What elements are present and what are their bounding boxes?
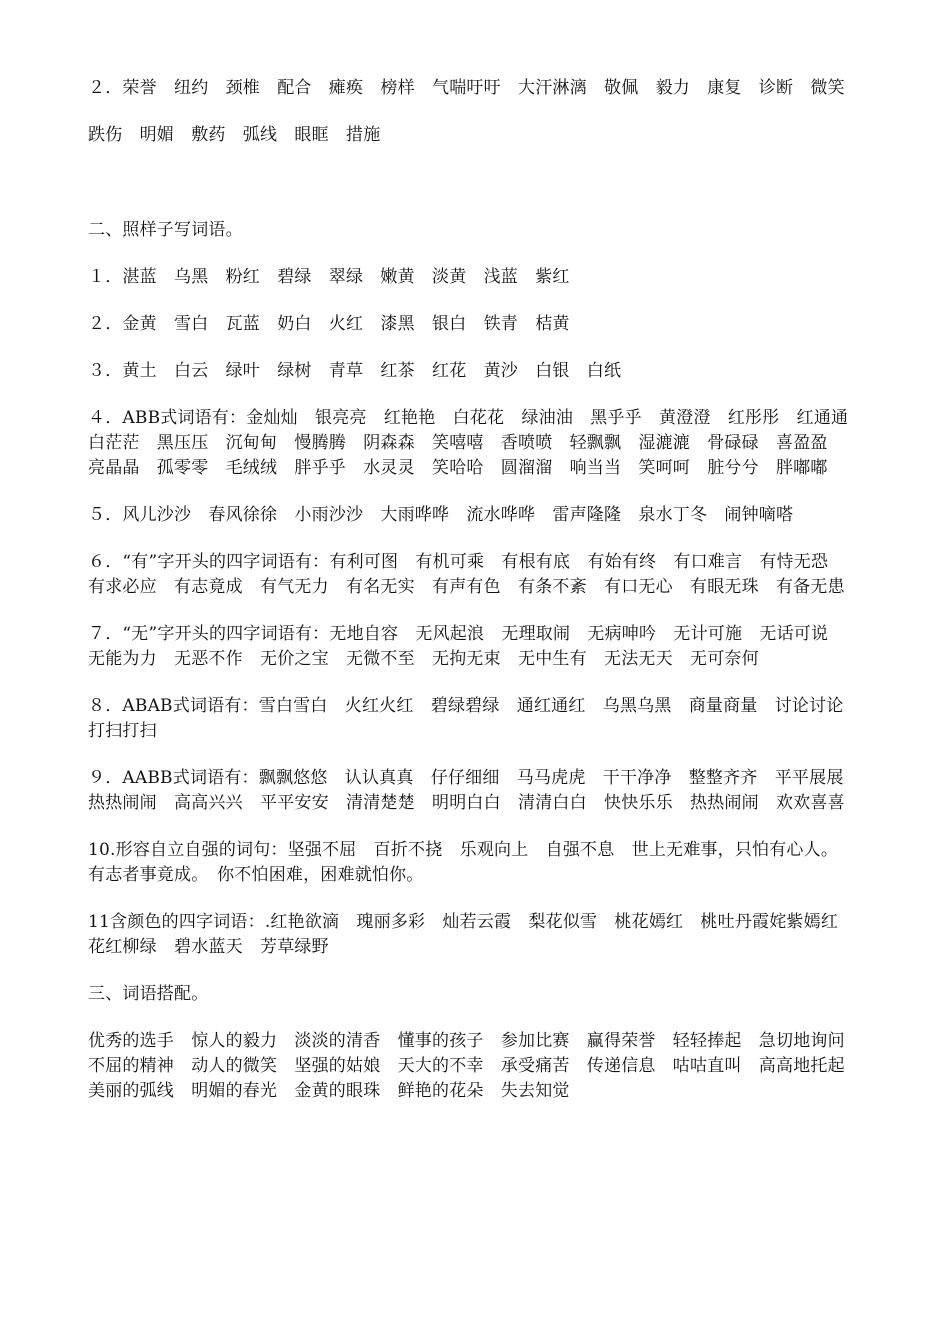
exercise-item-1: １．湛蓝 乌黑 粉红 碧绿 翠绿 嫩黄 淡黄 浅蓝 紫红 [88,267,570,287]
vocab-line-2-continued: 跌伤 明媚 敷药 弧线 眼眶 措施 [88,125,381,145]
word-pairing-list: 优秀的选手 惊人的毅力 淡淡的清香 懂事的孩子 参加比赛 赢得荣誉 轻轻捧起 急切地询问 不屈的精神 动人的微笑 坚强的姑娘 天大的不幸 承受痛苦 传递信息 咕咕直叫 高高地托起 美丽的弧线 明媚的春光 金黄的眼珠 鲜艳的花朵 失去知觉 [88,1031,863,1101]
exercise-item-10: 10.形容自立自强的词句：坚强不屈 百折不挠 乐观向上 自强不息 世上无难事，只怕有心人。 有志者事竟成。 你不怕困难，困难就怕你。 [88,840,864,885]
section-heading-3: 三、词语搭配。 [88,984,209,1004]
exercise-item-4: ４．ABB式词语有：金灿灿 银亮亮 红艳艳 白花花 绿油油 黑乎乎 黄澄澄 红彤彤 红通通 白茫茫 黑压压 沉甸甸 慢腾腾 阴森森 笑嘻嘻 香喷喷 轻飘飘 湿漉漉 骨碌碌 喜盈盈 亮晶晶 孤零零 毛绒绒 胖乎乎 水灵灵 笑哈哈 圆溜溜 响当当 笑呵呵 脏兮兮 胖嘟嘟 [88,408,866,478]
document-page [88,76,866,1104]
exercise-item-2: ２．金黄 雪白 瓦蓝 奶白 火红 漆黑 银白 铁青 桔黄 [88,314,570,334]
exercise-item-8: ８．ABAB式词语有：雪白雪白 火红火红 碧绿碧绿 通红通红 乌黑乌黑 商量商量 讨论讨论 打扫打扫 [88,696,861,741]
exercise-item-3: ３．黄土 白云 绿叶 绿树 青草 红茶 红花 黄沙 白银 白纸 [88,361,622,381]
exercise-item-6: ６．“有”字开头的四字词语有：有利可图 有机可乘 有根有底 有始有终 有口难言 有恃无恐 有求必应 有志竟成 有气无力 有名无实 有声有色 有条不紊 有口无心 有眼无珠 有备无患 [88,552,863,597]
exercise-item-7: ７．“无”字开头的四字词语有：无地自容 无风起浪 无理取闹 无病呻吟 无计可施 无话可说 无能为力 无恶不作 无价之宝 无微不至 无拘无束 无中生有 无法无天 无可奈何 [88,624,863,669]
exercise-item-11: 11含颜色的四字词语：.红艳欲滴 瑰丽多彩 灿若云霞 梨花似雪 桃花嫣红 桃吐丹霞姹紫嫣红 花红柳绿 碧水蓝天 芳草绿野 [88,912,856,957]
section-heading-2: 二、照样子写词语。 [88,220,243,240]
exercise-item-9: ９．AABB式词语有：飘飘悠悠 认认真真 仔仔细细 马马虎虎 干干净净 整整齐齐 平平展展 热热闹闹 高高兴兴 平平安安 清清楚楚 明明白白 清清白白 快快乐乐 热热闹闹 欢欢喜喜 [88,768,861,813]
exercise-item-5: ５．风儿沙沙 春风徐徐 小雨沙沙 大雨哗哗 流水哗哗 雷声隆隆 泉水丁冬 闹钟嘀嗒 [88,505,794,525]
vocab-line-2: ２．荣誉 纽约 颈椎 配合 瘫痪 榜样 气喘吁吁 大汗淋漓 敬佩 毅力 康复 诊断 微笑 [88,78,845,98]
